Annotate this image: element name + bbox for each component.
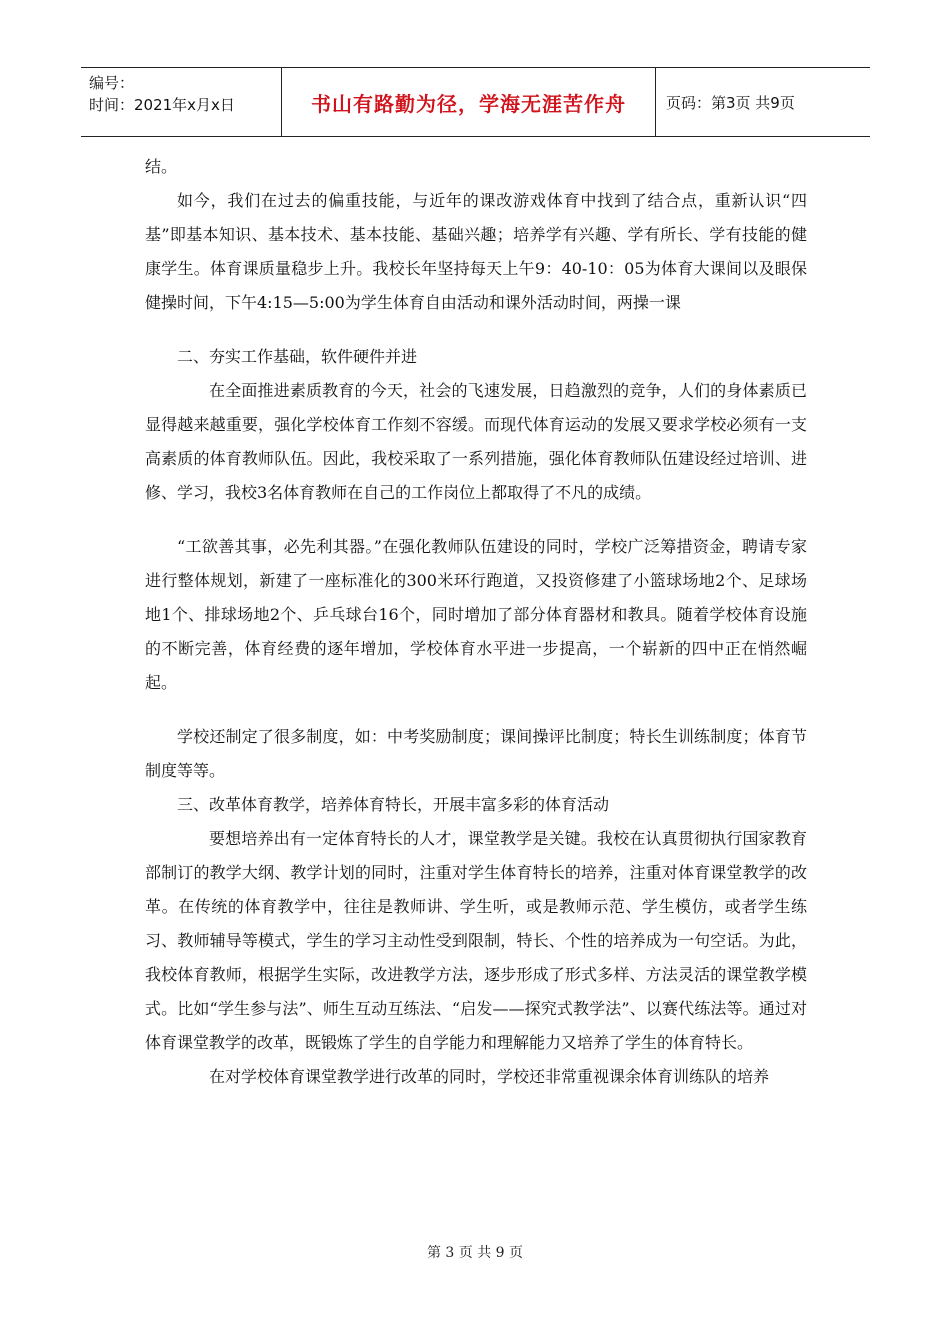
section-heading: 三、改革体育教学，培养体育特长，开展丰富多彩的体育活动 <box>177 795 610 814</box>
paragraph: 在对学校体育课堂教学进行改革的同时，学校还非常重视课余体育训练队的培养 <box>209 1067 770 1086</box>
document-body <box>145 150 807 1094</box>
page-header <box>81 67 870 137</box>
header-motto: 书山有路勤为径，学海无涯苦作舟 <box>311 91 626 116</box>
paragraph: 学校还制定了很多制度，如：中考奖励制度；课间操评比制度；特长生训练制度；体育节制度等等。 <box>145 727 807 780</box>
footer-page-number: 第 3 页 共 9 页 <box>426 1245 524 1261</box>
paragraph-continuation: 结。 <box>145 157 178 176</box>
paragraph: 如今，我们在过去的偏重技能，与近年的课改游戏体育中找到了结合点，重新认识“四基”即基本知识、基本技术、基本技能、基础兴趣；培养学有兴趣、学有所长、学有技能的健康学生。体育课质量稳步上升。我校长年坚持每天上午9：40-10：05为体育大课间以及眼保健操时间，下午4:15—5:00为学生体育自由活动和课外活动时间，两操一课 <box>145 191 807 312</box>
header-info <box>81 68 281 136</box>
time-label: 时间：2021年x月x日 <box>89 96 235 114</box>
header-page-cell <box>656 68 870 136</box>
header-page-label: 页码：第3页 共9页 <box>666 93 795 112</box>
paragraph: “工欲善其事，必先利其器。”在强化教师队伍建设的同时，学校广泛筹措资金，聘请专家进行整体规划，新建了一座标准化的300米环行跑道，又投资修建了小篮球场地2个、足球场地1个、排球场地2个、乒乓球台16个，同时增加了部分体育器材和教具。随着学校体育设施的不断完善，体育经费的逐年增加，学校体育水平进一步提高，一个崭新的四中正在悄然崛起。 <box>145 537 807 692</box>
paragraph: 在全面推进素质教育的今天，社会的飞速发展，日趋激烈的竞争，人们的身体素质已显得越来越重要，强化学校体育工作刻不容缓。而现代体育运动的发展又要求学校必须有一支高素质的体育教师队伍。因此，我校采取了一系列措施，强化体育教师队伍建设经过培训、进修、学习，我校3名体育教师在自己的工作岗位上都取得了不凡的成绩。 <box>145 381 807 502</box>
paragraph: 要想培养出有一定体育特长的人才，课堂教学是关键。我校在认真贯彻执行国家教育部制订的教学大纲、教学计划的同时，注重对学生体育特长的培养，注重对体育课堂教学的改革。在传统的体育教学中，往往是教师讲、学生听，或是教师示范、学生模仿，或者学生练习、教师辅导等模式，学生的学习主动性受到限制，特长、个性的培养成为一句空话。为此，我校体育教师，根据学生实际，改进教学方法，逐步形成了形式多样、方法灵活的课堂教学模式。比如“学生参与法”、师生互动互练法、“启发——探究式教学法”、以赛代练法等。通过对体育课堂教学的改革，既锻炼了学生的自学能力和理解能力又培养了学生的体育特长。 <box>145 829 807 1052</box>
section-heading: 二、夯实工作基础，软件硬件并进 <box>177 347 418 366</box>
header-motto-cell <box>281 68 656 136</box>
number-label: 编号： <box>89 74 135 92</box>
page-footer <box>0 1242 950 1262</box>
